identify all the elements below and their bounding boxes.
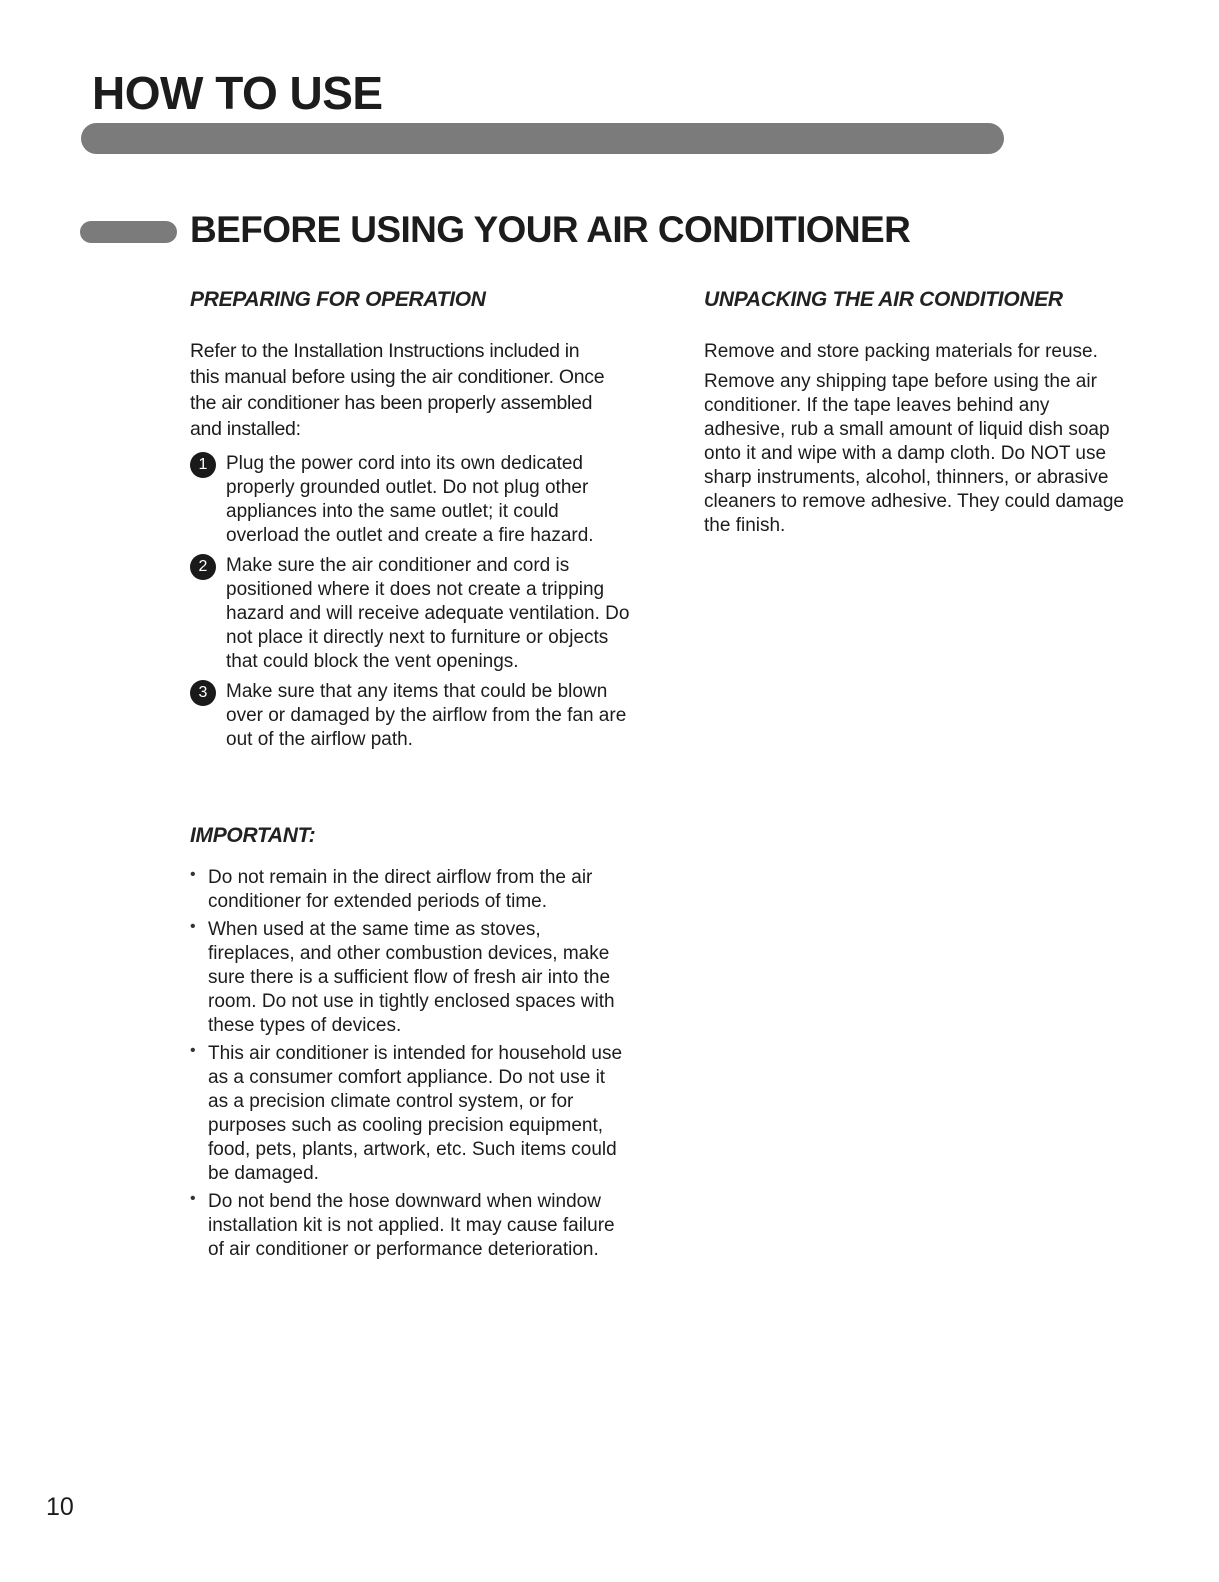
important-item-text: Do not bend the hose downward when window installation kit is not applied. It may cause failure of air conditioner or performance deterioration. (208, 1191, 615, 1260)
preparing-steps (190, 452, 630, 752)
unpacking-heading: UNPACKING THE AIR CONDITIONER (704, 288, 1063, 311)
title-divider-bar (81, 123, 1004, 154)
important-item-text: When used at the same time as stoves, fireplaces, and other combustion devices, make sure there is a sufficient flow of fresh air into the room. Do not use in tightly enclosed spaces with these types of devices. (208, 919, 615, 1036)
preparing-heading: PREPARING FOR OPERATION (190, 288, 486, 311)
step-number-badge: 1 (190, 452, 216, 478)
step-text: Plug the power cord into its own dedicated properly grounded outlet. Do not plug other appliances into the same outlet; it could overload the outlet and create a fire hazard. (226, 453, 594, 546)
important-heading: IMPORTANT: (190, 824, 316, 847)
important-item (190, 866, 630, 914)
left-column (190, 288, 630, 1266)
important-item (190, 1042, 630, 1186)
unpacking-paragraph: Remove any shipping tape before using the air conditioner. If the tape leaves behind any adhesive, rub a small amount of liquid dish soap onto it and wipe with a damp cloth. Do NOT use sharp instruments, alcohol, thinners, or abrasive cleaners to remove adhesive. They could damage the finish. (704, 371, 1125, 536)
step-text: Make sure that any items that could be blown over or damaged by the airflow from the fan are out of the airflow path. (226, 681, 627, 750)
important-list (190, 866, 630, 1262)
important-item (190, 1190, 630, 1262)
step-item (190, 680, 630, 752)
step-item (190, 554, 630, 674)
preparing-intro: Refer to the Installation Instructions included in this manual before using the air conditioner. Once the air conditioner has been properly assembled and installed: (190, 340, 605, 440)
important-item-text: Do not remain in the direct airflow from the air conditioner for extended periods of time. (208, 867, 593, 912)
right-column (704, 288, 1134, 538)
section-marker-pill (80, 221, 177, 243)
page-title: HOW TO USE (92, 67, 383, 119)
important-item-text: This air conditioner is intended for household use as a consumer comfort appliance. Do not use it as a precision climate control system, or for purposes such as cooling precision equipment, food, pets, plants, artwork, etc. Such items could be damaged. (208, 1043, 623, 1184)
step-number-badge: 2 (190, 554, 216, 580)
section-title: BEFORE USING YOUR AIR CONDITIONER (190, 209, 911, 250)
important-item (190, 918, 630, 1038)
step-number-badge: 3 (190, 680, 216, 706)
step-item (190, 452, 630, 548)
unpacking-paragraph: Remove and store packing materials for reuse. (704, 341, 1098, 362)
step-text: Make sure the air conditioner and cord is positioned where it does not create a tripping hazard and will receive adequate ventilation. Do not place it directly next to furniture or objects that could block the vent openings. (226, 555, 630, 672)
page-number: 10 (46, 1493, 74, 1521)
